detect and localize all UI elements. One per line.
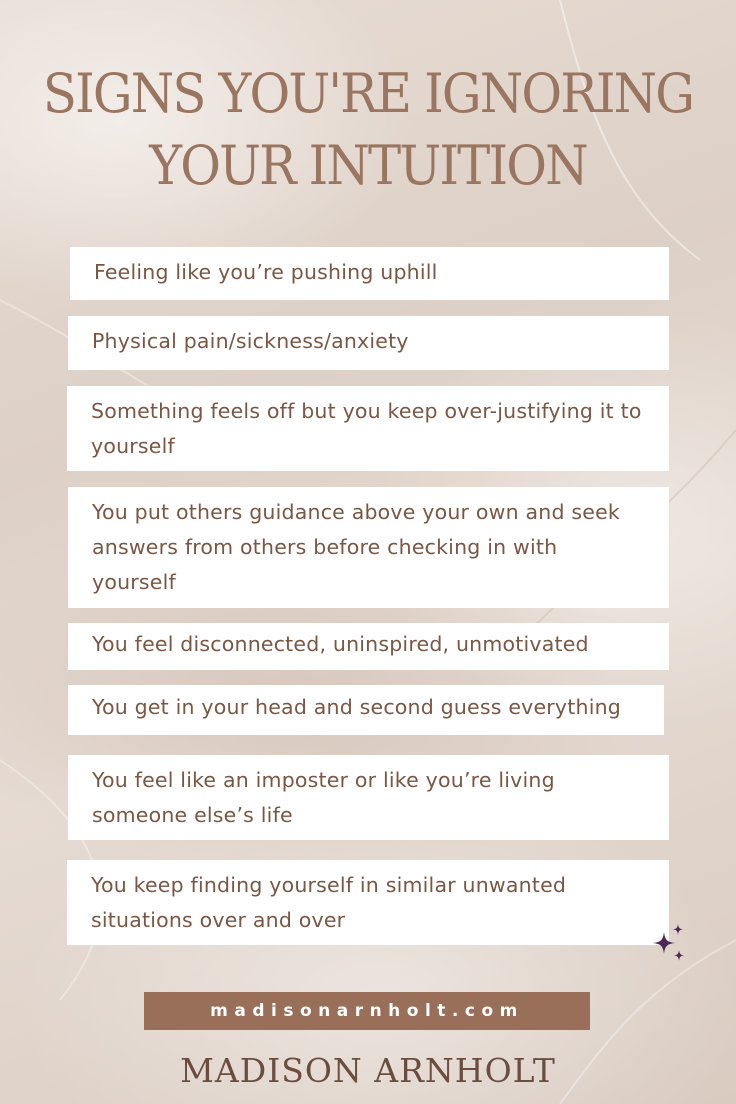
page-title [29, 58, 706, 202]
title-line-2: YOUR INTUITION [149, 134, 587, 197]
list-item: You feel disconnected, uninspired, unmotivated [68, 623, 669, 670]
list-item: You put others guidance above your own and seek answers from others before checking in with yourself [68, 487, 669, 608]
brand-logo: MADISON ARNHOLT [180, 1051, 556, 1090]
list-item: Something feels off but you keep over-justifying it to yourself [67, 386, 669, 471]
list-item: You get in your head and second guess everything [68, 685, 664, 735]
website-link[interactable]: madisonarnholt.com [144, 992, 590, 1030]
list-item: Physical pain/sickness/anxiety [68, 316, 669, 370]
list-item: Feeling like you’re pushing uphill [70, 247, 669, 300]
sparkle-icon [650, 922, 690, 966]
list-item: You keep finding yourself in similar unwanted situations over and over [67, 860, 669, 945]
title-line-1: SIGNS YOU'RE IGNORING [42, 62, 694, 125]
list-item: You feel like an imposter or like you’re living someone else’s life [68, 755, 669, 840]
